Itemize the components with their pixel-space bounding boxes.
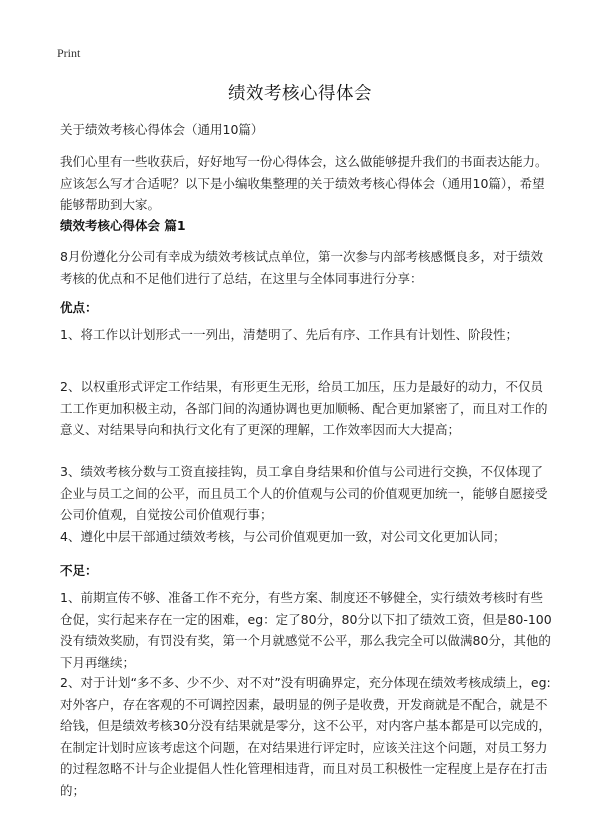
advantage-item-3: 3、绩效考核分数与工资直接挂钩，员工拿自身结果和价值与公司进行交换，不仅体现了企业与员工之间的公平，而且员工个人的价值观与公司的价值观更加统一，能够自愿接受公司价值观，自觉按公司价值观行事； <box>60 464 548 522</box>
subtitle: 关于绩效考核心得体会（通用10篇） <box>60 122 264 137</box>
advantage-item-4: 4、遵化中层干部通过绩效考核，与公司价值观更加一致，对公司文化更加认同； <box>60 529 506 544</box>
document-title: 绩效考核心得体会 <box>228 84 372 104</box>
advantage-item-1: 1、将工作以计划形式一一列出，清楚明了、先后有序、工作具有计划性、阶段性； <box>60 327 518 342</box>
advantages-heading: 优点： <box>60 300 98 315</box>
print-label: Print <box>57 46 81 60</box>
advantage-item-2: 2、以权重形式评定工作结果，有形更生无形，给员工加压，压力是最好的动力，不仅员工工作更加积极主动，各部门间的沟通协调也更加顺畅、配合更加紧密了，而且对工作的意义、对结果导向和执行文化有了更深的理解，工作效率因而大大提高； <box>60 379 548 437</box>
disadvantage-item-1: 1、前期宣传不够、准备工作不充分，有些方案、制度还不够健全，实行绩效考核时有些仓促，实行起来存在一定的困难，eg：定了80分，80分以下扣了绩效工资，但是80-100没有绩效奖励，有罚没有奖，第一个月就感觉不公平，那么我完全可以做满80分，其他的下月再继续； <box>60 590 552 670</box>
disadvantage-item-2: 2、对于计划“多不多、少不少、对不对”没有明确界定，充分体现在绩效考核成绩上，eg:对外客户，存在客观的不可调控因素，最明显的例子是收费，开发商就是不配合，就是不给钱，但是绩效考核30分没有结果就是零分，这不公平，对内客户基本都是可以完成的，在制定计划时应该考虑这个问题，在对结果进行评定时，应该关注这个问题，对员工努力的过程忽略不计与企业提倡人性化管理相违背，而且对员工积极性一定程度上是存在打击的； <box>60 675 551 798</box>
section-title: 绩效考核心得体会 篇1 <box>60 218 186 233</box>
intro-paragraph: 我们心里有一些收获后，好好地写一份心得体会，这么做能够提升我们的书面表达能力。应该怎么写才合适呢？以下是小编收集整理的关于绩效考核心得体会（通用10篇），希望能够帮助到大家。 <box>60 154 548 212</box>
paragraph-1: 8月份遵化分公司有幸成为绩效考核试点单位，第一次参与内部考核感慨良多，对于绩效考核的优点和不足他们进行了总结，在这里与全体同事进行分享： <box>60 249 543 286</box>
disadvantages-heading: 不足： <box>60 563 98 578</box>
